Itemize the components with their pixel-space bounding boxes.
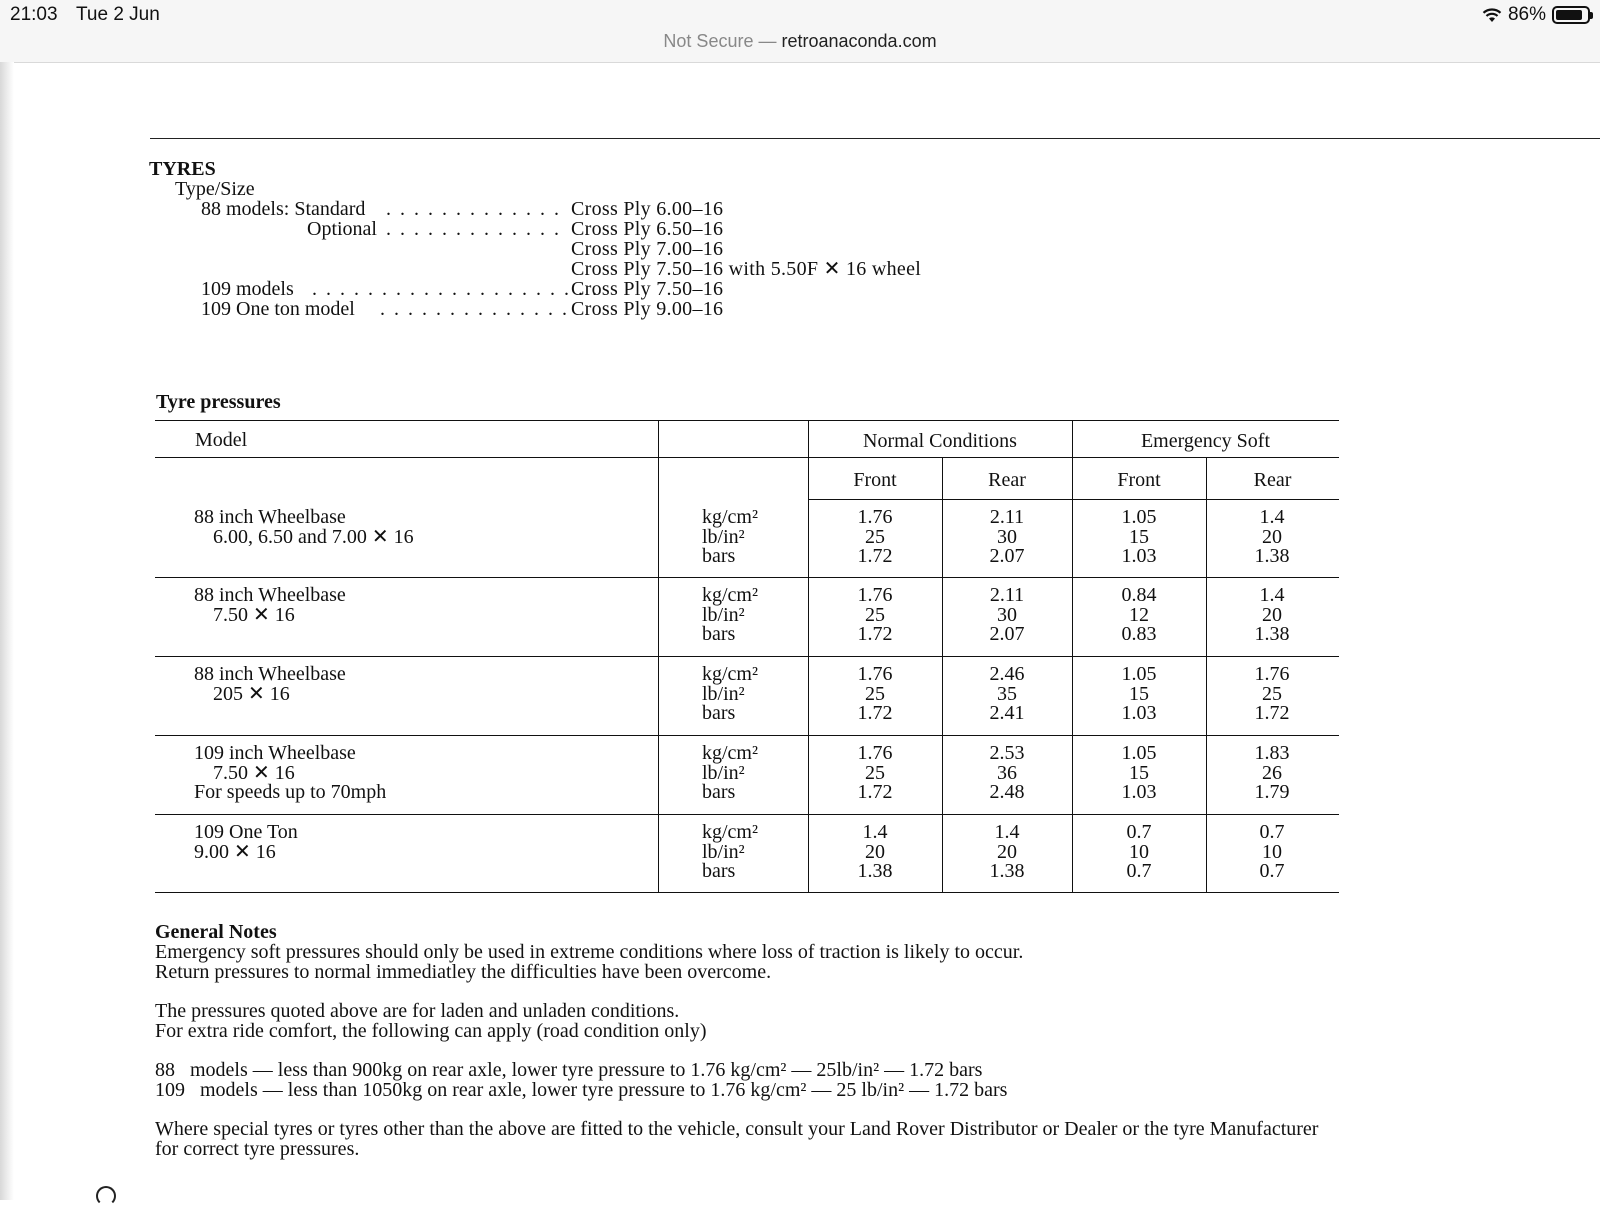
model-name: 109 inch Wheelbase (194, 742, 356, 764)
tyre-label: Optional (307, 218, 377, 240)
model-note: For speeds up to 70mph (194, 781, 387, 803)
table-rule (808, 499, 1339, 500)
header-normal-rear: Rear (988, 469, 1026, 491)
normal-rear-values (947, 586, 1067, 645)
emergency-rear-values (1212, 823, 1332, 882)
value-bars: 1.72 (857, 545, 893, 567)
table-rule (1072, 420, 1073, 893)
value-bars: 1.38 (1254, 545, 1290, 567)
emergency-front-values (1079, 665, 1199, 724)
model-name: 88 inch Wheelbase (194, 584, 346, 606)
battery-level (1556, 10, 1582, 20)
value-lbin2: 15 (1129, 525, 1149, 548)
emergency-rear-values (1212, 586, 1332, 645)
value-kgcm2: 1.4 (862, 821, 888, 843)
value-kgcm2: 1.4 (1259, 506, 1285, 528)
value-lbin2: 15 (1129, 682, 1149, 705)
normal-rear-values (947, 665, 1067, 724)
tyre-value: Cross Ply 7.50–16 (571, 278, 724, 300)
clock: 21:03 (10, 4, 58, 25)
unit-kgcm2: kg/cm² (702, 584, 758, 606)
value-bars: 0.7 (1259, 860, 1285, 882)
unit-lbin2: lb/in² (702, 682, 745, 705)
tyre-label: 109 models (201, 278, 294, 300)
address-bar[interactable] (0, 31, 1600, 52)
units-list (702, 586, 758, 645)
leader-dots: . . . . . . . . . . . . . (386, 218, 561, 240)
value-bars: 1.72 (1254, 702, 1290, 724)
value-kgcm2: 1.05 (1121, 506, 1157, 528)
leader-dots: . . . . . . . . . . . . . (386, 198, 561, 220)
table-row-model (194, 508, 414, 547)
value-kgcm2: 1.05 (1121, 742, 1157, 764)
table-rule (155, 457, 1339, 458)
tyre-label: 88 models: Standard (201, 198, 366, 220)
value-bars: 1.38 (989, 860, 1025, 882)
emergency-rear-values (1212, 508, 1332, 567)
emergency-rear-values (1212, 665, 1332, 724)
value-bars: 1.79 (1254, 781, 1290, 803)
value-kgcm2: 2.46 (989, 663, 1025, 685)
tyre-value: Cross Ply 7.00–16 (571, 238, 724, 260)
note-line: Return pressures to normal immediatley the difficulties have been overcome. (155, 961, 772, 983)
normal-front-values (815, 586, 935, 645)
unit-bars: bars (702, 702, 736, 724)
normal-front-values (815, 823, 935, 882)
unit-lbin2: lb/in² (702, 761, 745, 784)
value-lbin2: 25 (1262, 682, 1282, 705)
model-name: 109 One Ton (194, 821, 298, 843)
tyre-pressures-title: Tyre pressures (156, 391, 281, 413)
note-line: The pressures quoted above are for laden and unladen conditions. (155, 1000, 680, 1022)
table-row-model (194, 823, 298, 862)
model-name: 88 inch Wheelbase (194, 663, 346, 685)
header-emergency-front: Front (1117, 469, 1161, 491)
normal-front-values (815, 744, 935, 803)
url-domain: retroanaconda.com (781, 31, 937, 51)
tyre-label: 109 One ton model (201, 298, 355, 320)
units-list (702, 823, 758, 882)
table-rule (155, 656, 1339, 657)
table-rule (155, 420, 1339, 421)
unit-bars: bars (702, 781, 736, 803)
header-emergency-soft: Emergency Soft (1140, 430, 1271, 452)
value-bars: 1.72 (857, 623, 893, 645)
value-bars: 1.03 (1121, 545, 1157, 567)
value-bars: 2.07 (989, 545, 1025, 567)
header-normal-front: Front (853, 469, 897, 491)
page-corner-mark (96, 1186, 116, 1206)
status-indicators (1482, 4, 1590, 26)
model-size: 6.00, 6.50 and 7.00 ✕ 16 (213, 525, 414, 548)
table-rule (155, 577, 1339, 578)
units-list (702, 744, 758, 803)
value-lbin2: 35 (997, 682, 1017, 705)
value-kgcm2: 2.11 (989, 506, 1025, 528)
leader-dots: . . . . . . . . . . . . . . (380, 298, 569, 320)
status-bar (0, 0, 1600, 63)
note-line: for correct tyre pressures. (155, 1138, 360, 1160)
unit-kgcm2: kg/cm² (702, 821, 758, 843)
value-lbin2: 20 (865, 840, 885, 863)
tyres-heading: TYRES (149, 158, 216, 180)
value-lbin2: 15 (1129, 761, 1149, 784)
header-emergency-rear: Rear (1253, 469, 1292, 491)
model-size: 7.50 ✕ 16 (213, 603, 295, 626)
emergency-front-values (1079, 823, 1199, 882)
value-kgcm2: 2.53 (989, 742, 1025, 764)
value-bars: 1.38 (1254, 623, 1290, 645)
table-rule (155, 814, 1339, 815)
unit-kgcm2: kg/cm² (702, 506, 758, 528)
table-rule (155, 892, 1339, 893)
model-size: 9.00 ✕ 16 (194, 840, 276, 863)
note-line: 88 models — less than 900kg on rear axle, lower tyre pressure to 1.76 kg/cm² — 25lb/in² — 1.72 bars (155, 1059, 983, 1081)
value-lbin2: 25 (865, 682, 885, 705)
value-bars: 1.38 (857, 860, 893, 882)
value-kgcm2: 1.76 (857, 663, 893, 685)
value-bars: 0.7 (1126, 860, 1152, 882)
unit-bars: bars (702, 545, 736, 567)
value-kgcm2: 0.7 (1126, 821, 1152, 843)
table-rule (942, 457, 943, 893)
date: Tue 2 Jun (76, 4, 160, 25)
value-kgcm2: 2.11 (989, 584, 1025, 606)
note-line: For extra ride comfort, the following can apply (road condition only) (155, 1020, 707, 1042)
units-list (702, 665, 758, 724)
value-kgcm2: 1.76 (1254, 663, 1290, 685)
value-lbin2: 25 (865, 603, 885, 626)
pressure-table (155, 420, 1339, 894)
model-size: 205 ✕ 16 (213, 682, 290, 705)
top-rule (150, 138, 1600, 139)
value-lbin2: 30 (997, 525, 1017, 548)
battery-icon (1552, 6, 1590, 24)
value-kgcm2: 1.76 (857, 742, 893, 764)
value-kgcm2: 1.76 (857, 584, 893, 606)
value-bars: 1.72 (857, 702, 893, 724)
general-notes (155, 922, 1355, 1159)
value-lbin2: 26 (1262, 761, 1282, 784)
leader-dots: . . . . . . . . . . . . . . . . . . . . . (312, 278, 599, 300)
wifi-icon (1482, 7, 1502, 23)
model-size: 7.50 ✕ 16 (213, 761, 295, 784)
note-line: Where special tyres or tyres other than the above are fitted to the vehicle, consult your Land Rover Distributor or Dealer or the tyre Manufacturer (155, 1118, 1319, 1140)
value-lbin2: 20 (1262, 525, 1282, 548)
value-kgcm2: 1.4 (994, 821, 1020, 843)
value-lbin2: 30 (997, 603, 1017, 626)
value-kgcm2: 1.4 (1259, 584, 1285, 606)
value-bars: 1.72 (857, 781, 893, 803)
table-row-model (194, 744, 386, 803)
value-bars: 1.03 (1121, 781, 1157, 803)
normal-rear-values (947, 508, 1067, 567)
table-rule (1206, 457, 1207, 893)
value-lbin2: 10 (1262, 840, 1282, 863)
normal-front-values (815, 665, 935, 724)
unit-lbin2: lb/in² (702, 840, 745, 863)
tyre-value: Cross Ply 6.50–16 (571, 218, 724, 240)
units-list (702, 508, 758, 567)
battery-percent: 86% (1507, 4, 1546, 25)
unit-bars: bars (702, 623, 736, 645)
type-size-heading: Type/Size (175, 178, 255, 200)
unit-kgcm2: kg/cm² (702, 663, 758, 685)
normal-rear-values (947, 823, 1067, 882)
value-lbin2: 12 (1129, 603, 1149, 626)
value-kgcm2: 1.83 (1254, 742, 1290, 764)
value-bars: 2.07 (989, 623, 1025, 645)
normal-rear-values (947, 744, 1067, 803)
note-line: Emergency soft pressures should only be used in extreme conditions where loss of traction is likely to occur. (155, 941, 1024, 963)
unit-bars: bars (702, 860, 736, 882)
page-edge (0, 62, 14, 1200)
value-bars: 1.03 (1121, 702, 1157, 724)
emergency-front-values (1079, 744, 1199, 803)
value-lbin2: 10 (1129, 840, 1149, 863)
table-rule (808, 420, 809, 893)
value-lbin2: 25 (865, 761, 885, 784)
tyre-value: Cross Ply 9.00–16 (571, 298, 724, 320)
value-bars: 2.48 (989, 781, 1025, 803)
value-lbin2: 20 (1262, 603, 1282, 626)
unit-lbin2: lb/in² (702, 525, 745, 548)
normal-front-values (815, 508, 935, 567)
header-model: Model (195, 429, 248, 451)
value-kgcm2: 0.84 (1121, 584, 1157, 606)
note-line: 109 models — less than 1050kg on rear axle, lower tyre pressure to 1.76 kg/cm² — 25 lb/in² — 1.72 bars (155, 1079, 1008, 1101)
emergency-rear-values (1212, 744, 1332, 803)
value-lbin2: 20 (997, 840, 1017, 863)
table-rule (155, 735, 1339, 736)
model-name: 88 inch Wheelbase (194, 506, 346, 528)
value-kgcm2: 1.05 (1121, 663, 1157, 685)
table-row-model (194, 586, 346, 625)
unit-lbin2: lb/in² (702, 603, 745, 626)
notes-title: General Notes (155, 921, 277, 943)
emergency-front-values (1079, 586, 1199, 645)
value-kgcm2: 0.7 (1259, 821, 1285, 843)
tyre-value: Cross Ply 7.50–16 with 5.50F ✕ 16 wheel (571, 258, 922, 280)
tyre-value: Cross Ply 6.00–16 (571, 198, 724, 220)
table-row-model (194, 665, 346, 704)
emergency-front-values (1079, 508, 1199, 567)
value-bars: 2.41 (989, 702, 1025, 724)
table-rule (658, 420, 659, 893)
value-bars: 0.83 (1121, 623, 1157, 645)
header-normal-conditions: Normal Conditions (863, 430, 1017, 452)
value-kgcm2: 1.76 (857, 506, 893, 528)
value-lbin2: 25 (865, 525, 885, 548)
unit-kgcm2: kg/cm² (702, 742, 758, 764)
value-lbin2: 36 (997, 761, 1017, 784)
security-label: Not Secure — (663, 31, 777, 51)
